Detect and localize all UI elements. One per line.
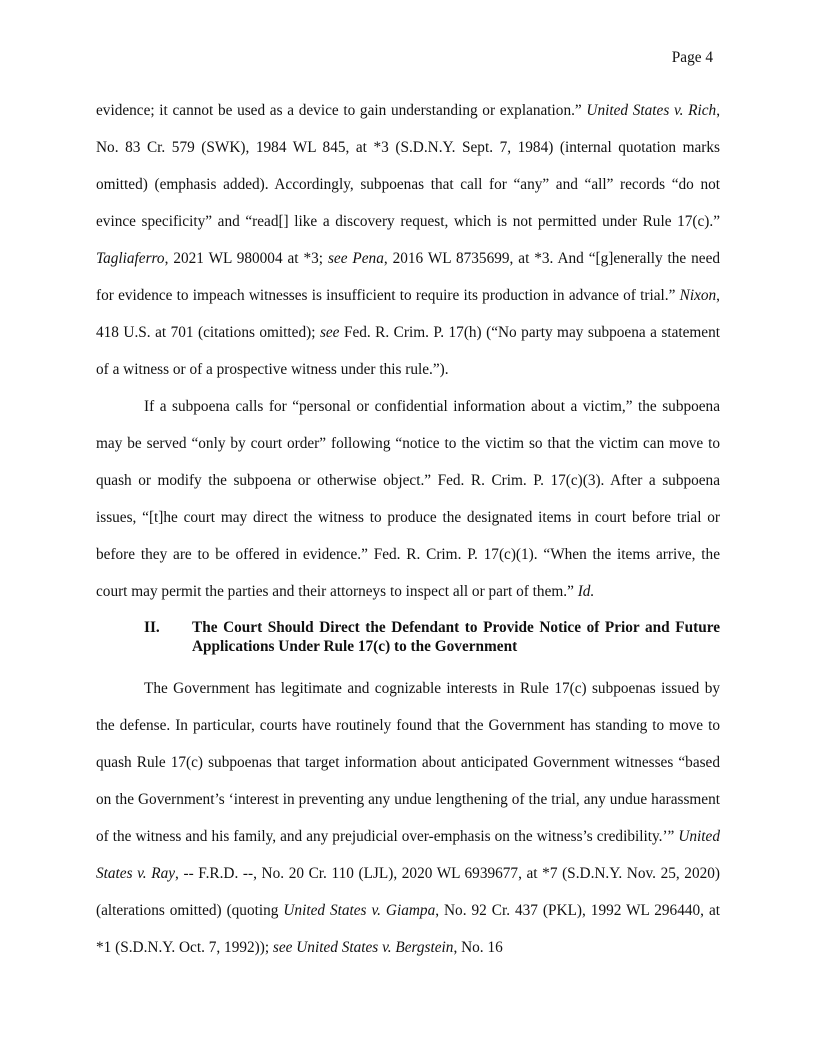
italic-citation: see Pena — [327, 250, 384, 267]
italic-citation: United States v. Rich — [586, 102, 717, 119]
text-run: , No. 83 Cr. 579 (SWK), 1984 WL 845, at *3 (S.D.N.Y. Sept. 7, 1984) (internal quotation marks omitted) (emphasis added). Accordingly, subpoenas that call for “any” and “all” records “do not evince specificity” and “read[] like a discovery request, which is not permitted under Rule 17(c).” — [96, 102, 721, 230]
text-run: The Government has legitimate and cognizable interests in Rule 17(c) subpoenas issued by the defense. In particular, courts have routinely found that the Government has standing to move to quash Rule 17(c) subpoenas that target information about anticipated Government witnesses “based on the Government’s ‘interest in preventing any undue lengthening of the trial, any undue harassment of the witness and his family, and any prejudicial over-emphasis on the witness’s credibility.’” — [96, 680, 720, 845]
text-run: evidence; it cannot be used as a device to gain understanding or explanation.” — [96, 102, 587, 119]
italic-citation: United States v. Ray — [96, 828, 720, 882]
section-heading — [96, 610, 720, 670]
italic-citation: see United States v. Bergstein — [272, 939, 454, 956]
text-run: , -- F.R.D. --, No. 20 Cr. 110 (LJL), 2020 WL 6939677, at *7 (S.D.N.Y. Nov. 25, 2020) (alterations omitted) (quoting — [96, 865, 720, 919]
text-run: , 2021 WL 980004 at *3; — [164, 250, 328, 267]
paragraph-victim-notice — [96, 388, 720, 610]
text-run: , No. 92 Cr. 437 (PKL), 1992 WL 296440, at *1 (S.D.N.Y. Oct. 7, 1992)); — [96, 902, 720, 956]
document-body — [96, 92, 720, 966]
italic-citation: United States v. Giampa — [283, 902, 436, 919]
page-number: Page 4 — [671, 49, 713, 66]
paragraph-government-interests — [96, 670, 720, 966]
italic-citation: Id. — [577, 583, 595, 600]
text-run: , No. 16 — [453, 939, 503, 956]
text-run: Fed. R. Crim. P. 17(h) (“No party may subpoena a statement of a witness or of a prospective witness under this rule.”). — [96, 324, 720, 378]
section-number: II. — [144, 619, 160, 636]
italic-citation: Nixon — [679, 287, 717, 304]
paragraph-evidence-standard — [96, 92, 720, 388]
text-run: If a subpoena calls for “personal or confidential information about a victim,” the subpoena may be served “only by court order” following “notice to the victim so that the victim can move to quash or modify the subpoena or otherwise object.” Fed. R. Crim. P. 17(c)(3). After a subpoena issues, “[t]he court may direct the witness to produce the designated items in court before trial or before they are to be offered in evidence.” Fed. R. Crim. P. 17(c)(1). “When the items arrive, the court may permit the parties and their attorneys to inspect all or part of them.” — [96, 398, 720, 600]
text-run: , 2016 WL 8735699, at *3. And “[g]enerally the need for evidence to impeach witnesses is insufficient to require its production in advance of trial.” — [96, 250, 721, 304]
section-title: The Court Should Direct the Defendant to Provide Notice of Prior and Future Applications Under Rule 17(c) to the Government — [192, 619, 720, 655]
italic-citation: see — [319, 324, 340, 341]
italic-citation: Tagliaferro — [96, 250, 165, 267]
text-run: , 418 U.S. at 701 (citations omitted); — [96, 287, 720, 341]
